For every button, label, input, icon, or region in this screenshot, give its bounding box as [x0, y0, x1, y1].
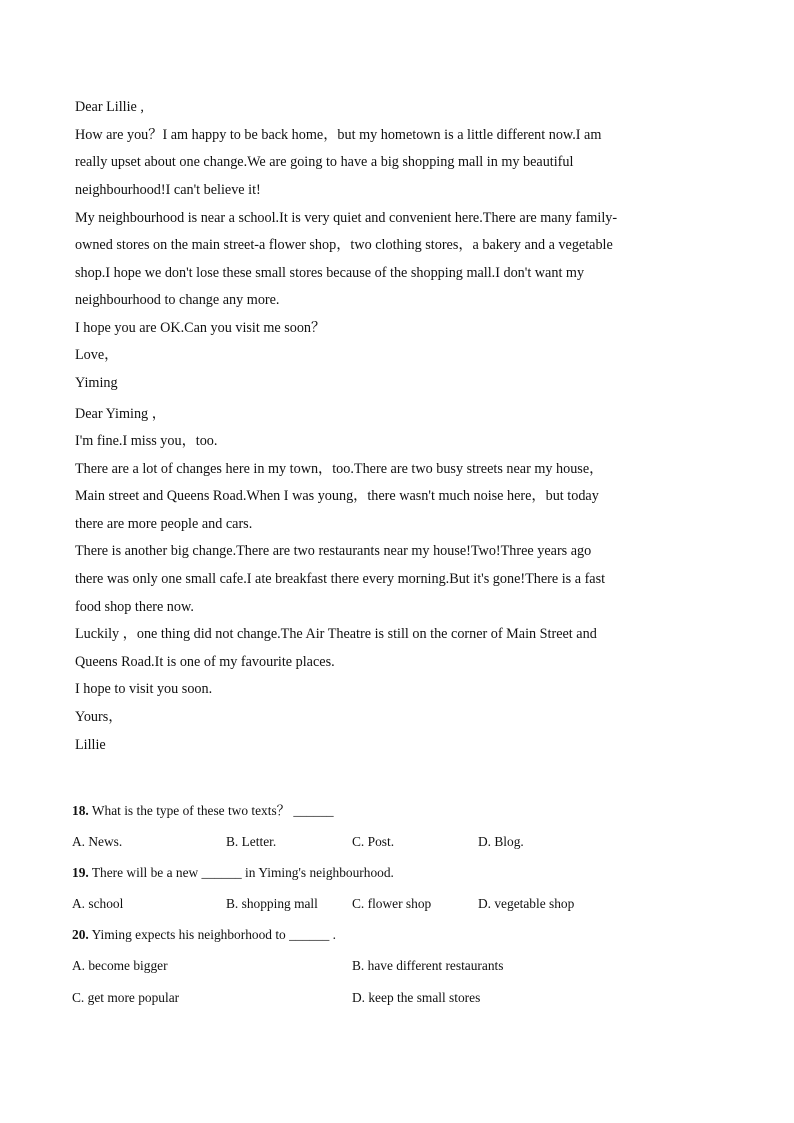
letter2-line: there was only one small cafe.I ate breakfast there every morning.But it's gone!There is a fast	[75, 571, 606, 587]
letter2-greeting: Dear Yiming ，	[75, 406, 166, 422]
question-text: Yiming expects his neighborhood to ______ .	[91, 927, 336, 942]
letter2-closing: Yours，	[75, 709, 123, 725]
letter1-line: My neighbourhood is near a school.It is very quiet and convenient here.There are many family-	[75, 210, 618, 226]
option-b: B. Letter.	[226, 834, 277, 849]
letter2-line: There are a lot of changes here in my town，too.There are two busy streets near my house，	[75, 461, 604, 477]
letter1-line: neighbourhood!I can't believe it!	[75, 182, 261, 198]
letter2-line: Main street and Queens Road.When I was young，there wasn't much noise here，but today	[75, 488, 599, 504]
letter1-line: really upset about one change.We are going to have a big shopping mall in my beautiful	[75, 154, 574, 170]
option-b: B. have different restaurants	[352, 958, 504, 973]
option-a: A. school	[72, 896, 124, 911]
question-number: 18.	[72, 803, 89, 818]
question-number: 20.	[72, 927, 89, 942]
letter1-signature: Yiming	[75, 375, 118, 391]
letter1-greeting: Dear Lillie ,	[75, 99, 144, 115]
letter2-line: food shop there now.	[75, 599, 194, 615]
letter1-line: owned stores on the main street-a flower shop，two clothing stores，a bakery and a vegetable	[75, 237, 613, 253]
question-19	[72, 864, 394, 882]
letter2-signature: Lillie	[75, 737, 106, 753]
question-18	[72, 802, 334, 820]
option-c: C. Post.	[352, 834, 395, 849]
option-a: A. News.	[72, 834, 123, 849]
letter2-line: I hope to visit you soon.	[75, 681, 213, 697]
option-c: C. flower shop	[352, 896, 432, 911]
option-d: D. Blog.	[478, 834, 524, 849]
option-d: D. vegetable shop	[478, 896, 575, 911]
question-text: What is the type of these two texts？ ______	[91, 803, 334, 818]
letter1-line: shop.I hope we don't lose these small stores because of the shopping mall.I don't want my	[75, 265, 585, 281]
option-c: C. get more popular	[72, 990, 180, 1005]
option-a: A. become bigger	[72, 958, 168, 973]
question-number: 19.	[72, 865, 89, 880]
question-20	[72, 926, 336, 944]
letter2-line: There is another big change.There are two restaurants near my house!Two!Three years ago	[75, 543, 592, 559]
option-b: B. shopping mall	[226, 896, 318, 911]
letter1-line: How are you？I am happy to be back home，but my hometown is a little different now.I am	[75, 127, 602, 143]
letter1-line: I hope you are OK.Can you visit me soon？	[75, 320, 326, 336]
letter2-line: Queens Road.It is one of my favourite places.	[75, 654, 335, 670]
option-d: D. keep the small stores	[352, 990, 481, 1005]
letter2-line: I'm fine.I miss you，too.	[75, 433, 218, 449]
letter2-line: Luckily ，one thing did not change.The Air Theatre is still on the corner of Main Street and	[75, 626, 597, 642]
letter1-closing: Love，	[75, 347, 119, 363]
question-text: There will be a new ______ in Yiming's neighbourhood.	[91, 865, 394, 880]
letter1-line: neighbourhood to change any more.	[75, 292, 280, 308]
letter2-line: there are more people and cars.	[75, 516, 253, 532]
